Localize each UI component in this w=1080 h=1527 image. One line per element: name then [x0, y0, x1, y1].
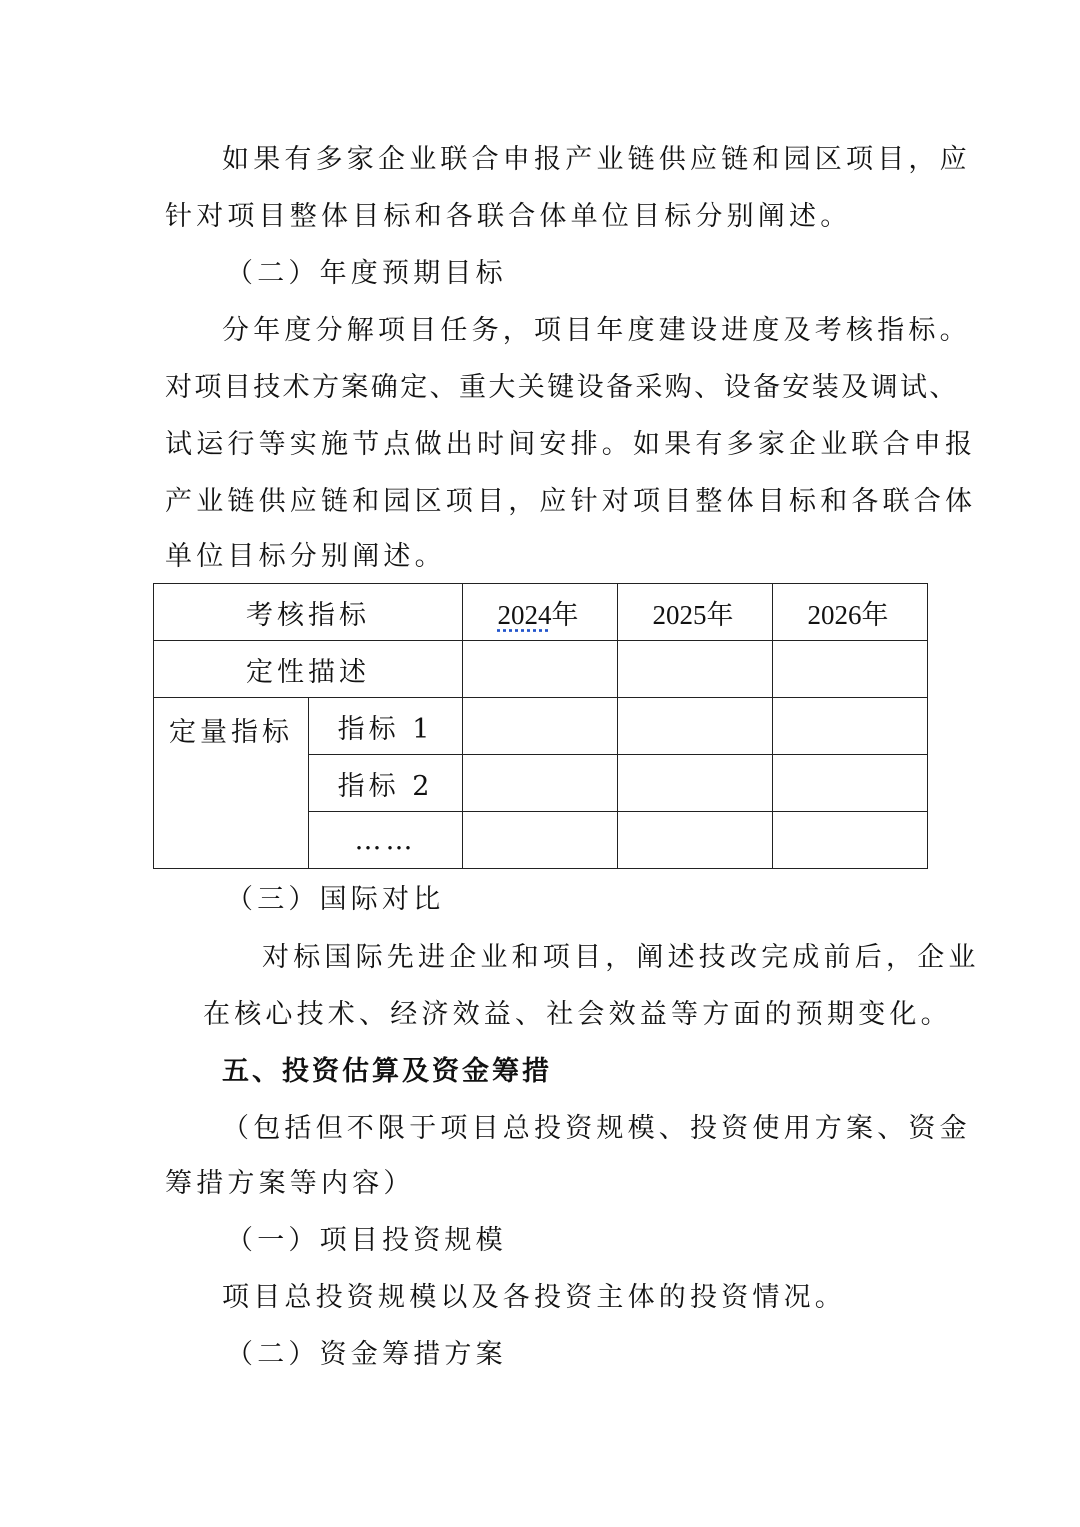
indicator-item: …… — [309, 812, 463, 869]
table-cell — [773, 641, 928, 698]
year-suffix: 年 — [861, 599, 893, 631]
table-cell — [463, 812, 618, 869]
section-heading: （三）国际对比 — [226, 884, 445, 915]
paragraph-line: 试运行等实施节点做出时间安排。如果有多家企业联合申报 — [165, 429, 977, 460]
header-indicator: 考核指标 — [154, 584, 463, 641]
table-cell — [618, 755, 773, 812]
paragraph-line: 在核心技术、经济效益、社会效益等方面的预期变化。 — [203, 999, 952, 1030]
table-cell — [463, 641, 618, 698]
paragraph-line: 对项目技术方案确定、重大关键设备采购、设备安装及调试、 — [165, 372, 959, 403]
table-header-row — [154, 584, 928, 641]
year-number: 2024 — [497, 599, 552, 630]
indicator-item: 指标 2 — [309, 755, 463, 812]
year-suffix: 年 — [706, 599, 738, 631]
header-year-2024 — [463, 584, 618, 641]
paragraph-line: 如果有多家企业联合申报产业链供应链和园区项目，应 — [222, 144, 971, 175]
table-cell — [773, 755, 928, 812]
paragraph-line: 分年度分解项目任务，项目年度建设进度及考核指标。 — [222, 315, 971, 346]
indicator-table — [153, 583, 928, 869]
chapter-heading: 五、投资估算及资金筹措 — [222, 1056, 552, 1087]
year-number: 2026 — [807, 599, 862, 630]
paragraph-line: 针对项目整体目标和各联合体单位目标分别阐述。 — [165, 201, 852, 232]
qualitative-label: 定性描述 — [154, 641, 463, 698]
paragraph-line: 对标国际先进企业和项目，阐述技改完成前后，企业 — [262, 942, 980, 973]
table-cell — [773, 812, 928, 869]
paragraph-line: （包括但不限于项目总投资规模、投资使用方案、资金 — [222, 1113, 971, 1144]
section-heading: （一）项目投资规模 — [226, 1225, 507, 1256]
section-heading: （二）年度预期目标 — [226, 258, 507, 289]
header-year-2025 — [618, 584, 773, 641]
section-heading: （二）资金筹措方案 — [226, 1339, 507, 1370]
table-row — [154, 698, 928, 755]
table-cell — [618, 698, 773, 755]
year-suffix: 年 — [551, 599, 583, 631]
table-cell — [618, 812, 773, 869]
paragraph-line: 产业链供应链和园区项目，应针对项目整体目标和各联合体 — [165, 486, 977, 517]
paragraph-line: 筹措方案等内容） — [165, 1168, 415, 1199]
quantitative-label: 定量指标 — [154, 698, 309, 869]
paragraph-line: 项目总投资规模以及各投资主体的投资情况。 — [222, 1282, 846, 1313]
table-cell — [773, 698, 928, 755]
table-cell — [463, 698, 618, 755]
table-row — [154, 641, 928, 698]
year-number: 2025 — [652, 599, 707, 630]
indicator-item: 指标 1 — [309, 698, 463, 755]
table-cell — [618, 641, 773, 698]
paragraph-line: 单位目标分别阐述。 — [165, 541, 446, 572]
table-cell — [463, 755, 618, 812]
header-year-2026 — [773, 584, 928, 641]
